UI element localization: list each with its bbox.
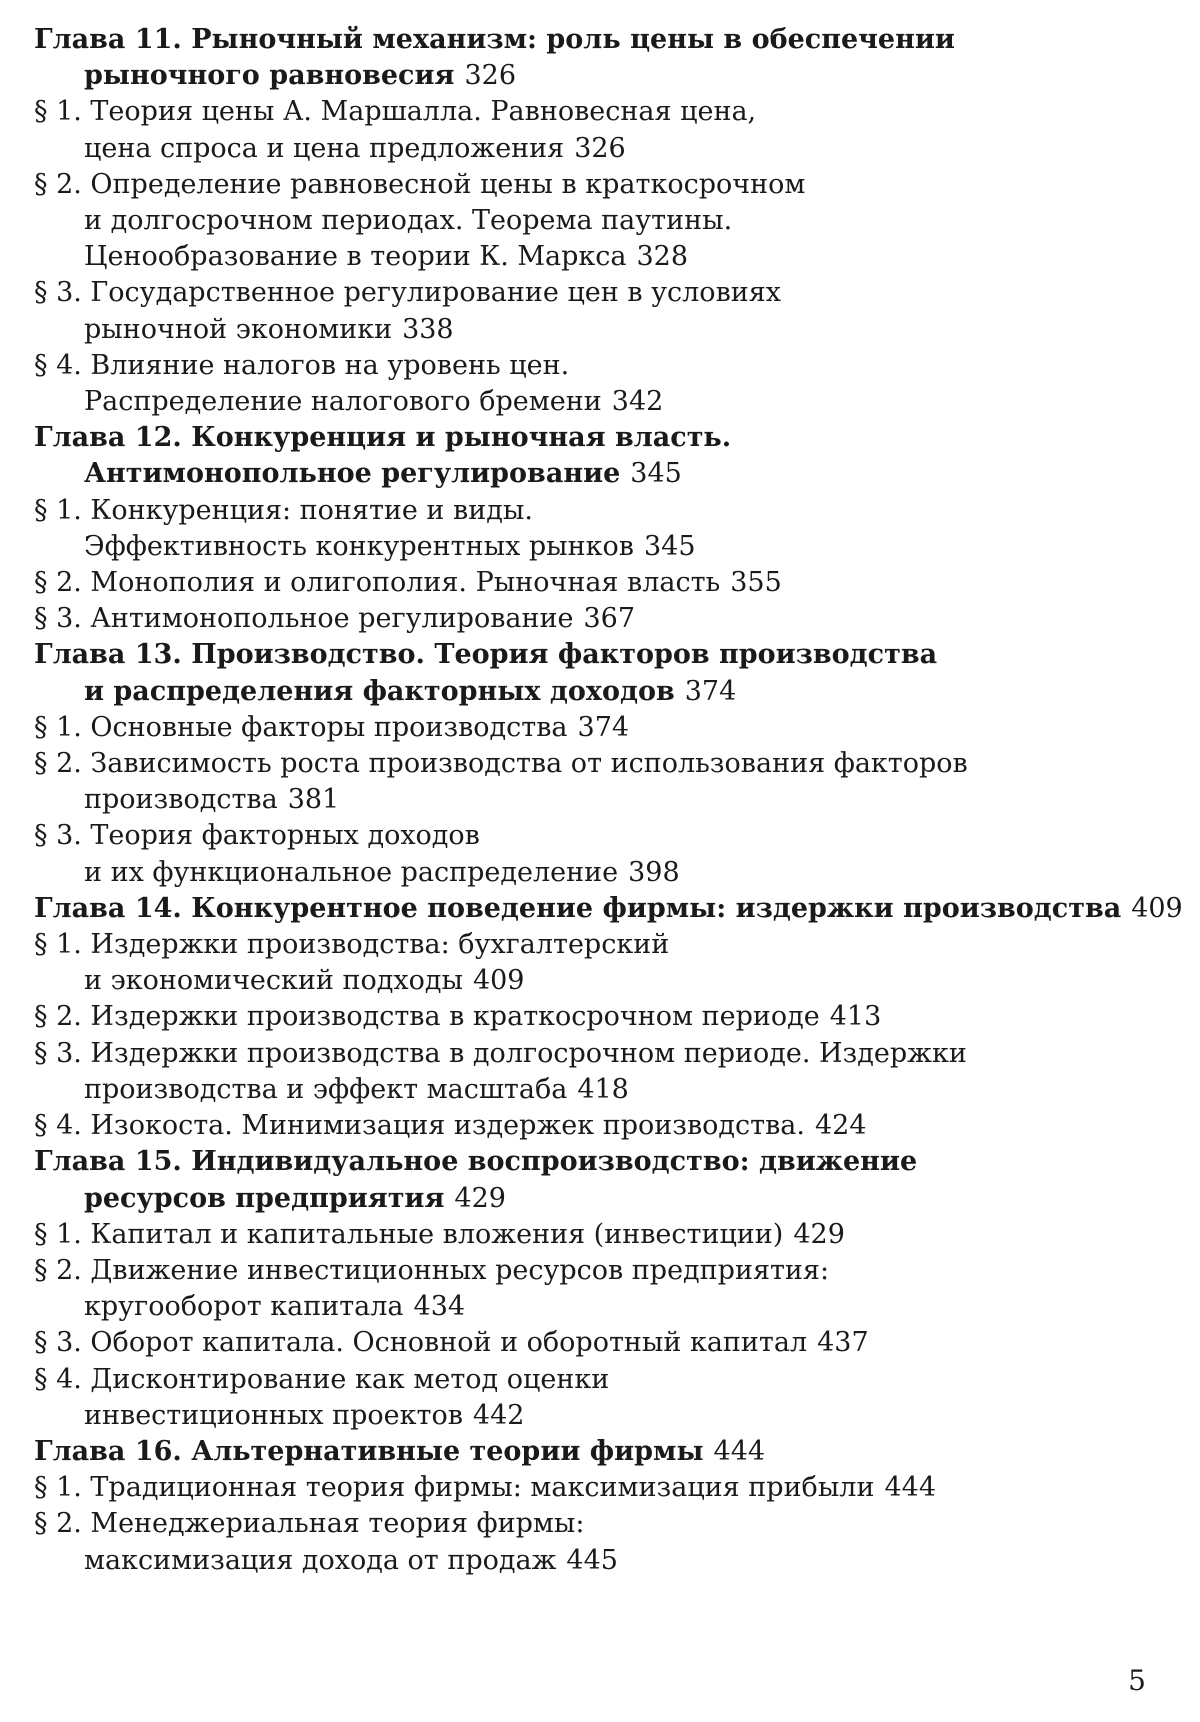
toc-entry-line: Распределение налогового бремени bbox=[84, 386, 602, 418]
toc-entry-line: § 1. Теория цены А. Маршалла. Равновесная цена, bbox=[34, 96, 757, 128]
toc-entry-last-line bbox=[34, 999, 1156, 1035]
toc-section-entry bbox=[34, 1253, 1156, 1325]
toc-section-entry bbox=[34, 999, 1156, 1035]
toc-entry-line: § 4. Влияние налогов на уровень цен. bbox=[34, 349, 570, 381]
toc-entry-last-line bbox=[34, 1181, 1156, 1217]
toc-entry-line: и их функциональное распределение bbox=[84, 856, 619, 888]
toc-section-entry bbox=[34, 818, 1156, 890]
toc-page-number: 338 bbox=[402, 313, 454, 345]
toc-entry-last-line bbox=[34, 565, 1156, 601]
toc-section-entry bbox=[34, 746, 1156, 818]
toc-entry-line: Глава 12. Конкуренция и рыночная власть. bbox=[34, 422, 732, 454]
toc-chapter-entry bbox=[34, 1144, 1156, 1216]
toc-entry-line: § 2. Монополия и олигополия. Рыночная власть bbox=[34, 567, 721, 599]
table-of-contents bbox=[34, 22, 1183, 1579]
toc-page-number: 437 bbox=[817, 1327, 869, 1359]
toc-entry-line: Ценообразование в теории К. Маркса bbox=[84, 241, 627, 273]
toc-entry-line: и экономический подходы bbox=[84, 965, 463, 997]
toc-entry-last-line bbox=[34, 782, 1156, 818]
toc-entry-line: § 1. Издержки производства: бухгалтерский bbox=[34, 929, 670, 961]
toc-section-entry bbox=[34, 493, 1156, 565]
toc-section-entry bbox=[34, 275, 1156, 347]
toc-entry-line: цена спроса и цена предложения bbox=[84, 132, 565, 164]
toc-section-entry bbox=[34, 1036, 1156, 1108]
toc-entry-line: ресурсов предприятия bbox=[84, 1182, 445, 1214]
toc-entry-line: инвестиционных проектов bbox=[84, 1399, 463, 1431]
toc-entry-line: производства bbox=[84, 784, 278, 816]
toc-page-number: 445 bbox=[566, 1544, 618, 1576]
toc-section-entry bbox=[34, 1217, 1156, 1253]
toc-page-number: 345 bbox=[643, 530, 696, 562]
toc-entry-line: § 3. Издержки производства в долгосрочном периоде. Издержки bbox=[34, 1037, 967, 1069]
toc-entry-line: § 3. Оборот капитала. Основной и оборотный капитал bbox=[34, 1327, 808, 1359]
toc-page-number: 418 bbox=[577, 1073, 629, 1105]
toc-page-number: 444 bbox=[713, 1435, 766, 1467]
toc-entry-last-line bbox=[34, 1470, 1156, 1506]
toc-page-number: 434 bbox=[413, 1291, 466, 1323]
toc-entry-line: Глава 14. Конкурентное поведение фирмы: издержки производства bbox=[34, 892, 1122, 924]
toc-page-number: 409 bbox=[472, 965, 525, 997]
toc-entry-last-line bbox=[34, 529, 1156, 565]
toc-entry-line: Глава 13. Производство. Теория факторов производства bbox=[34, 639, 938, 671]
toc-page-number: 355 bbox=[730, 567, 782, 599]
toc-entry-line: § 3. Государственное регулирование цен в условиях bbox=[34, 277, 782, 309]
toc-entry-line: § 1. Конкуренция: понятие и виды. bbox=[34, 494, 533, 526]
toc-entry-last-line bbox=[34, 58, 1156, 94]
toc-entry-last-line bbox=[34, 239, 1156, 275]
toc-section-entry bbox=[34, 710, 1156, 746]
toc-page-number: 374 bbox=[684, 675, 737, 707]
toc-page-number: 326 bbox=[464, 60, 517, 92]
toc-entry-line: Глава 16. Альтернативные теории фирмы bbox=[34, 1435, 704, 1467]
toc-entry-last-line bbox=[34, 1325, 1156, 1361]
page-number: 5 bbox=[1128, 1664, 1146, 1697]
toc-entry-last-line bbox=[34, 674, 1156, 710]
toc-entry-last-line bbox=[34, 963, 1156, 999]
toc-page-number: 409 bbox=[1131, 892, 1183, 924]
toc-page-number: 429 bbox=[454, 1182, 506, 1214]
toc-page-number: 424 bbox=[815, 1110, 867, 1142]
toc-entry-line: и долгосрочном периодах. Теорема паутины. bbox=[84, 205, 733, 237]
toc-page-number: 381 bbox=[287, 784, 340, 816]
toc-section-entry bbox=[34, 167, 1156, 276]
toc-entry-last-line bbox=[34, 1543, 1156, 1579]
toc-entry-line: § 1. Основные факторы производства bbox=[34, 711, 568, 743]
toc-entry-line: § 4. Изокоста. Минимизация издержек производства. bbox=[34, 1110, 805, 1142]
toc-chapter-entry bbox=[34, 420, 1156, 492]
toc-entry-line: § 2. Определение равновесной цены в краткосрочном bbox=[34, 168, 806, 200]
toc-entry-line: § 2. Издержки производства в краткосрочном периоде bbox=[34, 1001, 820, 1033]
toc-entry-line: производства и эффект масштаба bbox=[84, 1073, 568, 1105]
toc-entry-line: § 3. Антимонопольное регулирование bbox=[34, 603, 574, 635]
toc-section-entry bbox=[34, 348, 1156, 420]
toc-chapter-entry bbox=[34, 637, 1156, 709]
toc-page-number: 342 bbox=[611, 386, 664, 418]
toc-page-number: 398 bbox=[628, 856, 680, 888]
toc-entry-line: § 1. Капитал и капитальные вложения (инвестиции) bbox=[34, 1218, 784, 1250]
toc-entry-last-line bbox=[34, 1398, 1156, 1434]
toc-chapter-entry bbox=[34, 891, 1183, 927]
toc-section-entry bbox=[34, 1506, 1156, 1578]
toc-section-entry bbox=[34, 1325, 1156, 1361]
toc-entry-last-line bbox=[34, 1217, 1156, 1253]
toc-page-number: 374 bbox=[577, 711, 630, 743]
toc-entry-line: рыночной экономики bbox=[84, 313, 393, 345]
toc-entry-line: Эффективность конкурентных рынков bbox=[84, 530, 634, 562]
toc-section-entry bbox=[34, 94, 1156, 166]
toc-entry-last-line bbox=[34, 312, 1156, 348]
toc-chapter-entry bbox=[34, 22, 1156, 94]
toc-entry-line: рыночного равновесия bbox=[84, 60, 455, 92]
toc-entry-last-line bbox=[34, 1108, 1156, 1144]
toc-entry-last-line bbox=[34, 1072, 1156, 1108]
toc-entry-line: Антимонопольное регулирование bbox=[84, 458, 621, 490]
toc-entry-last-line bbox=[34, 1289, 1156, 1325]
toc-section-entry bbox=[34, 1108, 1156, 1144]
toc-section-entry bbox=[34, 1362, 1156, 1434]
toc-page-number: 328 bbox=[636, 241, 689, 273]
toc-entry-line: Глава 15. Индивидуальное воспроизводство: движение bbox=[34, 1146, 918, 1178]
toc-entry-line: § 1. Традиционная теория фирмы: максимизация прибыли bbox=[34, 1472, 875, 1504]
toc-entry-line: § 2. Менеджериальная теория фирмы: bbox=[34, 1508, 585, 1540]
toc-entry-line: § 2. Зависимость роста производства от использования факторов bbox=[34, 748, 968, 780]
toc-section-entry bbox=[34, 601, 1156, 637]
toc-entry-last-line bbox=[34, 855, 1156, 891]
toc-entry-last-line bbox=[34, 710, 1156, 746]
toc-entry-last-line bbox=[34, 601, 1156, 637]
toc-page-number: 345 bbox=[630, 458, 682, 490]
toc-page-number: 442 bbox=[472, 1399, 525, 1431]
toc-entry-last-line bbox=[34, 131, 1156, 167]
toc-section-entry bbox=[34, 927, 1156, 999]
toc-entry-last-line bbox=[34, 384, 1156, 420]
toc-page-number: 429 bbox=[793, 1218, 845, 1250]
toc-entry-line: § 3. Теория факторных доходов bbox=[34, 820, 480, 852]
toc-entry-line: § 4. Дисконтирование как метод оценки bbox=[34, 1363, 610, 1395]
toc-page-number: 367 bbox=[583, 603, 636, 635]
toc-page-number: 413 bbox=[829, 1001, 882, 1033]
toc-entry-line: и распределения факторных доходов bbox=[84, 675, 675, 707]
toc-entry-line: максимизация дохода от продаж bbox=[84, 1544, 557, 1576]
toc-page-number: 444 bbox=[884, 1472, 937, 1504]
toc-entry-line: § 2. Движение инвестиционных ресурсов предприятия: bbox=[34, 1254, 830, 1286]
toc-entry-line: Глава 11. Рыночный механизм: роль цены в обеспечении bbox=[34, 24, 955, 55]
toc-page-number: 326 bbox=[574, 132, 626, 164]
toc-chapter-entry bbox=[34, 1434, 1156, 1470]
toc-entry-last-line bbox=[34, 456, 1156, 492]
toc-section-entry bbox=[34, 565, 1156, 601]
toc-section-entry bbox=[34, 1470, 1156, 1506]
toc-entry-line: кругооборот капитала bbox=[84, 1291, 404, 1323]
toc-entry-last-line bbox=[34, 1434, 1156, 1470]
toc-entry-last-line bbox=[34, 891, 1183, 927]
